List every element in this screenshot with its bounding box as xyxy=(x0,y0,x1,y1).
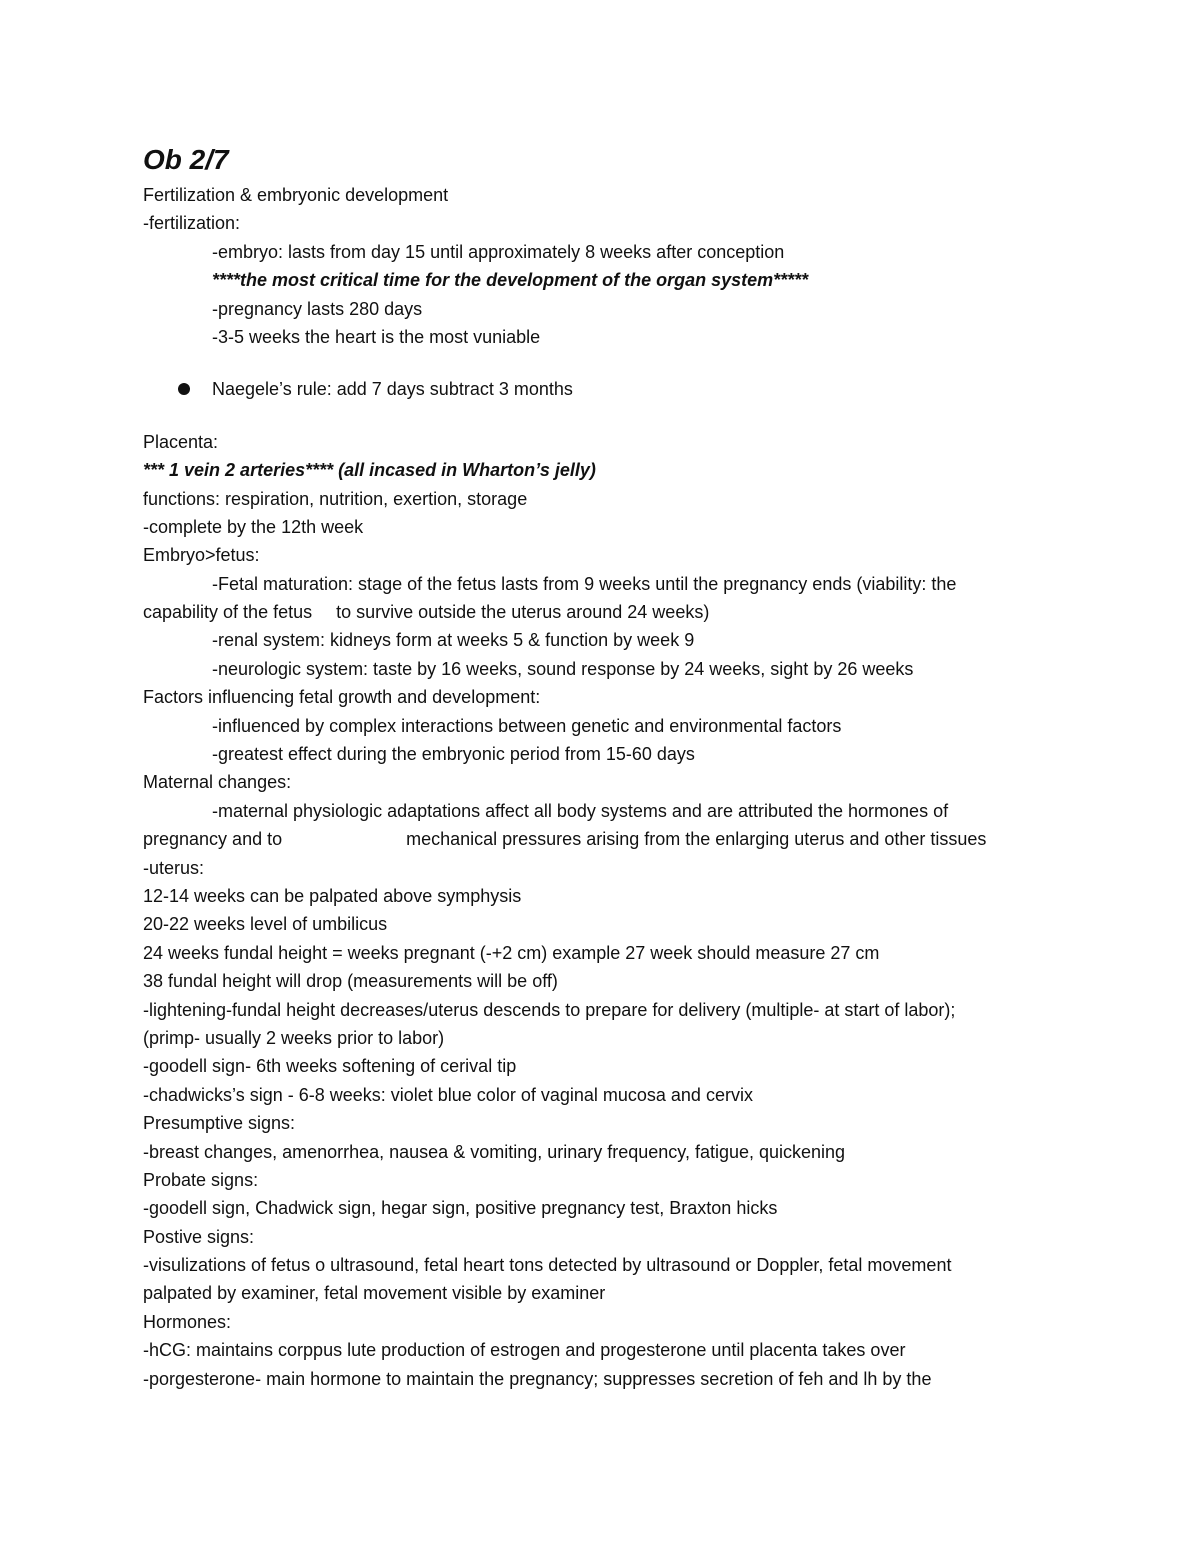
indented-line: -3-5 weeks the heart is the most vuniable xyxy=(212,326,541,347)
text-line: -hCG: maintains corppus lute production of estrogen and progesterone until placenta takes over xyxy=(143,1340,906,1361)
page-title: Ob 2/7 xyxy=(143,144,229,175)
text-line: -goodell sign- 6th weeks softening of cerival tip xyxy=(143,1056,517,1077)
text-line xyxy=(143,598,1073,626)
text-segment: mechanical pressures arising from the enlarging uterus and other tissues xyxy=(406,829,987,850)
text-line: 12-14 weeks can be palpated above symphysis xyxy=(143,885,522,906)
text-line: 24 weeks fundal height = weeks pregnant (-+2 cm) example 27 week should measure 27 cm xyxy=(143,942,880,963)
spacer xyxy=(143,351,1073,375)
text-line: functions: respiration, nutrition, exertion, storage xyxy=(143,488,528,509)
emphasis-line: *** 1 vein 2 arteries**** (all incased in Wharton’s jelly) xyxy=(143,460,596,481)
indented-line: -Fetal maturation: stage of the fetus lasts from 9 weeks until the pregnancy ends (viability: the xyxy=(212,573,957,594)
section-heading: Embryo>fetus: xyxy=(143,545,260,566)
spacer xyxy=(143,404,1073,428)
indented-line: -renal system: kidneys form at weeks 5 & function by week 9 xyxy=(212,630,695,651)
text-line: -visulizations of fetus o ultrasound, fetal heart tons detected by ultrasound or Doppler, fetal movement xyxy=(143,1255,952,1276)
text-segment: capability of the fetus xyxy=(143,602,313,623)
bullet-dot-icon xyxy=(178,383,190,395)
emphasis-line: ****the most critical time for the development of the organ system***** xyxy=(212,270,809,291)
section-heading: Maternal changes: xyxy=(143,772,292,793)
text-line xyxy=(143,825,1073,853)
section-heading: Placenta: xyxy=(143,431,219,452)
text-line: -breast changes, amenorrhea, nausea & vomiting, urinary frequency, fatigue, quickening xyxy=(143,1141,846,1162)
text-line: -uterus: xyxy=(143,857,205,878)
text-line: -porgesterone- main hormone to maintain the pregnancy; suppresses secretion of feh and lh by the xyxy=(143,1368,932,1389)
text-line: 20-22 weeks level of umbilicus xyxy=(143,914,388,935)
text-line: -goodell sign, Chadwick sign, hegar sign, positive pregnancy test, Braxton hicks xyxy=(143,1198,778,1219)
section-heading: Fertilization & embryonic development xyxy=(143,185,449,205)
section-heading: Presumptive signs: xyxy=(143,1113,296,1134)
text-line: palpated by examiner, fetal movement visible by examiner xyxy=(143,1283,606,1304)
text-line: -chadwicks’s sign - 6-8 weeks: violet blue color of vaginal mucosa and cervix xyxy=(143,1084,753,1105)
indented-line: -neurologic system: taste by 16 weeks, sound response by 24 weeks, sight by 26 weeks xyxy=(212,658,914,679)
text-line: -fertilization: xyxy=(143,213,241,234)
indented-line: -embryo: lasts from day 15 until approximately 8 weeks after conception xyxy=(212,241,785,262)
section-heading: Factors influencing fetal growth and development: xyxy=(143,687,541,708)
indented-line: -greatest effect during the embryonic period from 15-60 days xyxy=(212,744,695,765)
indented-line: -maternal physiologic adaptations affect all body systems and are attributed the hormones of xyxy=(212,800,949,821)
text-segment: pregnancy and to xyxy=(143,829,283,850)
bullet-text: Naegele’s rule: add 7 days subtract 3 months xyxy=(212,379,573,400)
section-heading: Hormones: xyxy=(143,1311,232,1332)
indented-line: -pregnancy lasts 280 days xyxy=(212,298,423,319)
indented-line: -influenced by complex interactions between genetic and environmental factors xyxy=(212,715,842,736)
text-line: -lightening-fundal height decreases/uterus descends to prepare for delivery (multiple- at start of labor); xyxy=(143,999,956,1020)
text-line: 38 fundal height will drop (measurements will be off) xyxy=(143,971,558,992)
section-heading: Postive signs: xyxy=(143,1226,255,1247)
text-line: (primp- usually 2 weeks prior to labor) xyxy=(143,1027,445,1048)
notes-body xyxy=(143,181,1073,1393)
text-segment: to survive outside the uterus around 24 weeks) xyxy=(336,602,710,623)
text-line: -complete by the 12th week xyxy=(143,516,364,537)
section-heading: Probate signs: xyxy=(143,1169,259,1190)
bullet-item xyxy=(143,375,1073,403)
